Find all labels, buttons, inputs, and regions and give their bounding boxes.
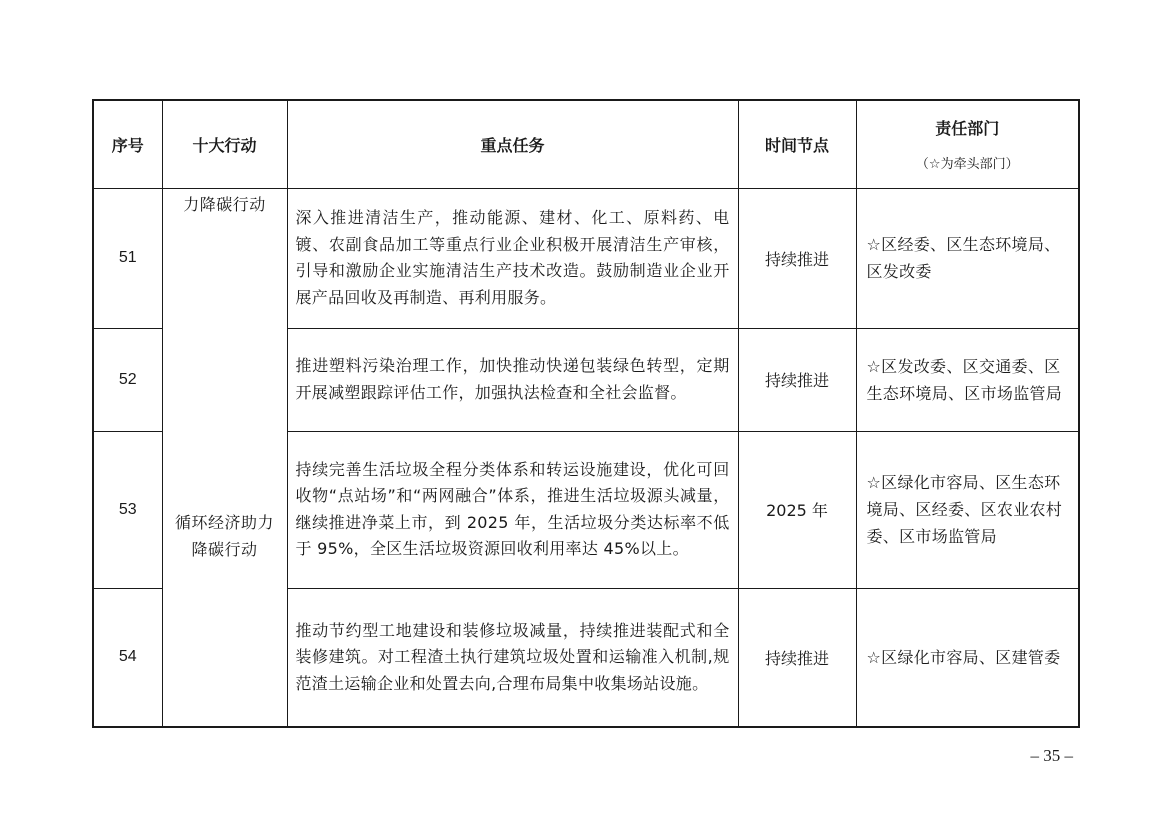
header-dept (856, 100, 1079, 188)
action-label-main-text: 循环经济助力降碳行动 (174, 512, 274, 559)
row-seq: 53 (93, 431, 162, 588)
row-seq: 54 (93, 588, 162, 727)
row-dept: ☆区经委、区生态环境局、区发改委 (856, 188, 1079, 328)
task-table (92, 99, 1080, 728)
action-label-main (163, 509, 287, 563)
action-label-top: 力降碳行动 (183, 194, 266, 214)
row-task: 深入推进清洁生产，推动能源、建材、化工、原料药、电镀、农副食品加工等重点行业企业积极开展清洁生产审核，引导和激励企业实施清洁生产技术改造。鼓励制造业企业开展产品回收及再制造、再利用服务。 (287, 188, 738, 328)
row-task: 持续完善生活垃圾全程分类体系和转运设施建设，优化可回收物“点站场”和“两网融合”体系，推进生活垃圾源头减量，继续推进净菜上市，到 2025 年，生活垃圾分类达标率不低于 95%，全区生活垃圾资源回收利用率达 45%以上。 (287, 431, 738, 588)
row-task: 推进塑料污染治理工作，加快推动快递包装绿色转型，定期开展减塑跟踪评估工作，加强执法检查和全社会监督。 (287, 328, 738, 431)
row-task: 推动节约型工地建设和装修垃圾减量，持续推进装配式和全装修建筑。对工程渣土执行建筑垃圾处置和运输准入机制,规范渣土运输企业和处置去向,合理布局集中收集场站设施。 (287, 588, 738, 727)
row-time: 2025 年 (738, 431, 856, 588)
action-cell (162, 188, 287, 727)
header-dept-title: 责任部门 (935, 119, 1000, 139)
row-time: 持续推进 (738, 588, 856, 727)
page-number: – 35 – (1030, 746, 1073, 765)
row-time: 持续推进 (738, 328, 856, 431)
table-header-row (93, 100, 1079, 188)
header-time: 时间节点 (738, 100, 856, 188)
row-dept: ☆区绿化市容局、区生态环境局、区经委、区农业农村委、区市场监管局 (856, 431, 1079, 588)
row-seq: 51 (93, 188, 162, 328)
row-dept: ☆区绿化市容局、区建管委 (856, 588, 1079, 727)
row-seq: 52 (93, 328, 162, 431)
header-action: 十大行动 (162, 100, 287, 188)
header-task: 重点任务 (287, 100, 738, 188)
header-dept-note: （☆为牵头部门） (915, 157, 1019, 173)
header-seq: 序号 (93, 100, 162, 188)
row-dept: ☆区发改委、区交通委、区生态环境局、区市场监管局 (856, 328, 1079, 431)
table-row (93, 188, 1079, 328)
row-time: 持续推进 (738, 188, 856, 328)
